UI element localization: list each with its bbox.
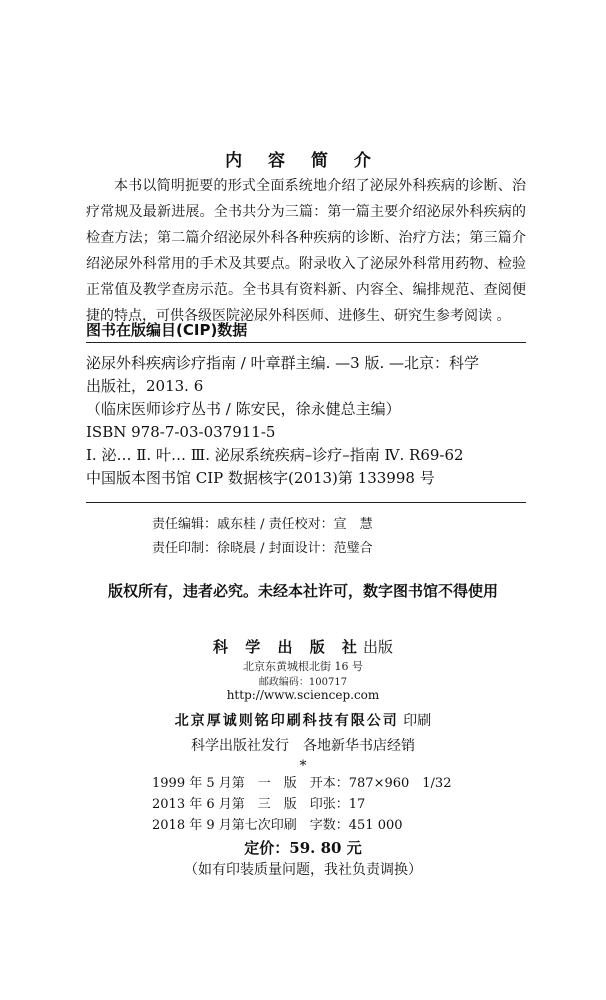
publisher-postcode: 邮政编码：100717	[258, 677, 348, 688]
edition-line: 1999 年 5 月第 一 版 开本：787×960 1/32	[152, 776, 452, 791]
intro-title: 内 容 简 介	[225, 151, 381, 171]
publisher-suffix: 出版	[362, 638, 393, 656]
edition-line: 2013 年 6 月第 三 版 印张：17	[152, 797, 366, 812]
printer-name: 北京厚诚则铭印刷科技有限公司	[174, 713, 399, 729]
edition-line: 2018 年 9 月第七次印刷 字数：451 000	[152, 818, 403, 833]
staff-credits	[152, 513, 373, 561]
price-label: 定价：59. 80 元	[244, 839, 362, 857]
publisher-url: http://www.sciencep.com	[226, 688, 380, 702]
publisher-name	[0, 636, 606, 657]
cip-line: ISBN 978-7-03-037911-5	[86, 423, 276, 441]
intro-paragraph: 本书以简明扼要的形式全面系统地介绍了泌尿外科疾病的诊断、治疗常规及最新进展。全书共分为三篇：第一篇主要介绍泌尿外科疾病的检查方法；第二篇介绍泌尿外科各种疾病的诊断、治疗方法；第三篇介绍泌尿外科常用的手术及其要点。附录收入了泌尿外科常用药物、检验正常值及教学查房示范。全书具有资料新、内容全、编排规范、查阅便捷的特点，可供各级医院泌尿外科医师、进修生、研究生参考阅读 。	[86, 178, 526, 324]
cip-bottom-rule	[86, 502, 526, 503]
cip-heading: 图书在版编目(CIP)数据	[86, 321, 248, 339]
printer-line	[0, 710, 606, 730]
separator-star: *	[299, 758, 307, 774]
cip-line: 出版社，2013. 6	[86, 377, 204, 395]
quality-note: （如有印装质量问题，我社负责调换）	[184, 862, 422, 878]
printer-suffix: 印刷	[403, 713, 432, 729]
edition-info	[152, 773, 451, 836]
staff-line: 责任编辑：戚东桂 / 责任校对：宣 慧	[152, 517, 373, 532]
cip-line: （临床医师诊疗丛书 / 陈安民，徐永健总主编）	[86, 400, 401, 418]
publisher-logotype: 科 学 出 版 社	[213, 638, 363, 656]
distribution-line: 科学出版社发行 各地新华书店经销	[191, 738, 415, 754]
cip-top-rule	[86, 342, 526, 343]
copyright-notice: 版权所有，违者必究。未经本社许可，数字图书馆不得使用	[107, 582, 498, 600]
cip-line: 泌尿外科疾病诊疗指南 / 叶章群主编. —3 版. —北京：科学	[86, 354, 479, 372]
cip-line: 中国版本图书馆 CIP 数据核字(2013)第 133998 号	[86, 469, 435, 487]
staff-line: 责任印制：徐晓晨 / 封面设计：范璧合	[152, 541, 373, 556]
cip-block	[86, 352, 526, 490]
intro-text	[86, 173, 526, 329]
cip-line: Ⅰ. 泌… Ⅱ. 叶… Ⅲ. 泌尿系统疾病–诊疗–指南 Ⅳ. R69-62	[86, 446, 464, 464]
publisher-address: 北京东黄城根北街 16 号	[243, 660, 363, 673]
